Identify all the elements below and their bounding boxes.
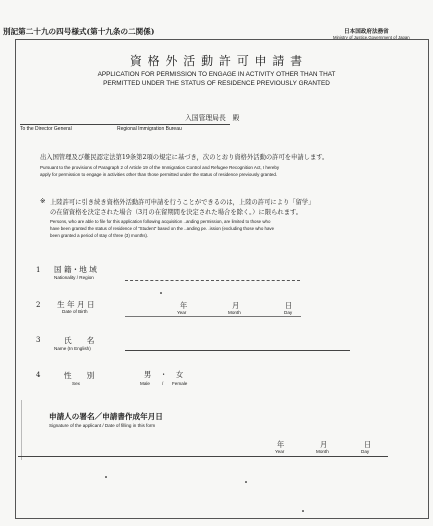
dob-month-en: Month [228,310,241,315]
dob-year-jp: 年 [180,301,188,310]
sex-male-en: Male [140,381,150,386]
field-3-label-en: Name (In English) [54,346,91,351]
signature-field[interactable] [18,456,388,457]
scan-speck [245,481,247,483]
sign-month-jp: 月 [320,440,328,449]
sex-male-jp[interactable]: 男 [144,370,152,379]
name-field[interactable] [125,350,350,351]
dob-day-jp: 日 [285,301,293,310]
note-jp-line1: 上陸許可に引き続き資格外活動許可申請を行うことができるのは，上陸の許可により「留学」 [50,199,315,206]
signature-en: Signature of the applicant / Date of filling in this form [49,423,156,428]
sex-slash: / [162,381,164,386]
field-1-number: 1 [36,266,41,274]
addressee-jp: 入国管理局長 殿 [185,114,240,122]
edge-mark [21,400,22,460]
bureau-label: Regional Immigration Bureau [117,126,182,132]
scan-speck [160,292,162,294]
ministry-jp: 日本国政府法務省 [344,29,389,35]
dob-day-en: Day [284,310,293,315]
declaration-en-line2: apply for permission to engage in activities other than those permitted under the status of residence previously granted. [40,172,278,177]
field-3-number: 3 [36,336,41,344]
nationality-field[interactable] [125,280,300,281]
declaration-jp: 出入国管理及び難民認定法第19条第2項の規定に基づき，次のとおり資格外活動の許可を申請します。 [40,154,329,161]
sign-year-jp: 年 [277,440,285,449]
title-en-line1: APPLICATION FOR PERMISSION TO ENGAGE IN ACTIVITY OTHER THAN THAT [97,71,336,78]
sign-month-en: Month [316,449,329,454]
field-1-label-jp: 国 籍・地 域 [54,265,97,274]
scan-speck [105,476,107,478]
declaration-en-line1: Pursuant to the provisions of Paragraph 2 of Article 19 of the Immigration Control and Refugee Recognition Act, I hereby [40,165,280,170]
dob-month-jp: 月 [232,301,240,310]
sex-female-jp[interactable]: 女 [176,370,184,379]
dob-year-en: Year [177,310,187,315]
note-en-line2: have been granted the status of residence of "Student" based on the ..anding pe. .ission (excluding those who have [50,226,275,231]
title-en-line2: PERMITTED UNDER THE STATUS OF RESIDENCE PREVIOUSLY GRANTED [103,80,330,87]
form-number: 別記第二十九の四号様式(第十九条の二関係) [3,27,155,36]
to-director-label: To the Director General [20,126,72,132]
ministry-en: Ministry of Justice,Government of Japan [333,35,410,40]
scan-speck [302,510,304,512]
field-4-label-en: Sex [72,381,80,386]
note-en-line3: been granted a period of stay of three (3) months). [50,233,149,238]
signature-jp: 申請人の署名／申請書作成年月日 [49,412,163,421]
field-1-label-en: Nationality / Region [54,275,94,280]
title-jp: 資 格 外 活 動 許 可 申 請 書 [129,54,304,68]
sign-year-en: Year [275,449,285,454]
field-2-number: 2 [36,301,41,309]
note-jp-line2: の在留資格を決定された場合（3月の在留期間を決定された場合を除く。）に限られます。 [50,209,303,216]
dob-field[interactable] [125,316,301,317]
addressee-line [20,124,230,125]
sign-day-en: Day [361,449,370,454]
field-3-label-jp: 氏 名 [64,336,95,345]
sign-day-jp: 日 [364,440,372,449]
sex-separator: ・ [160,370,168,379]
field-4-number: 4 [36,371,41,379]
field-2-label-en: Date of Birth [62,309,88,314]
field-4-label-jp: 性 別 [64,371,95,380]
field-2-label-jp: 生 年 月 日 [57,300,95,309]
note-mark: ※ [40,197,46,205]
sex-female-en: Female [172,381,188,386]
note-en-line1: Persons, who are able to file for this application following acquisition ..anding permission, are limited to those who [50,219,271,224]
